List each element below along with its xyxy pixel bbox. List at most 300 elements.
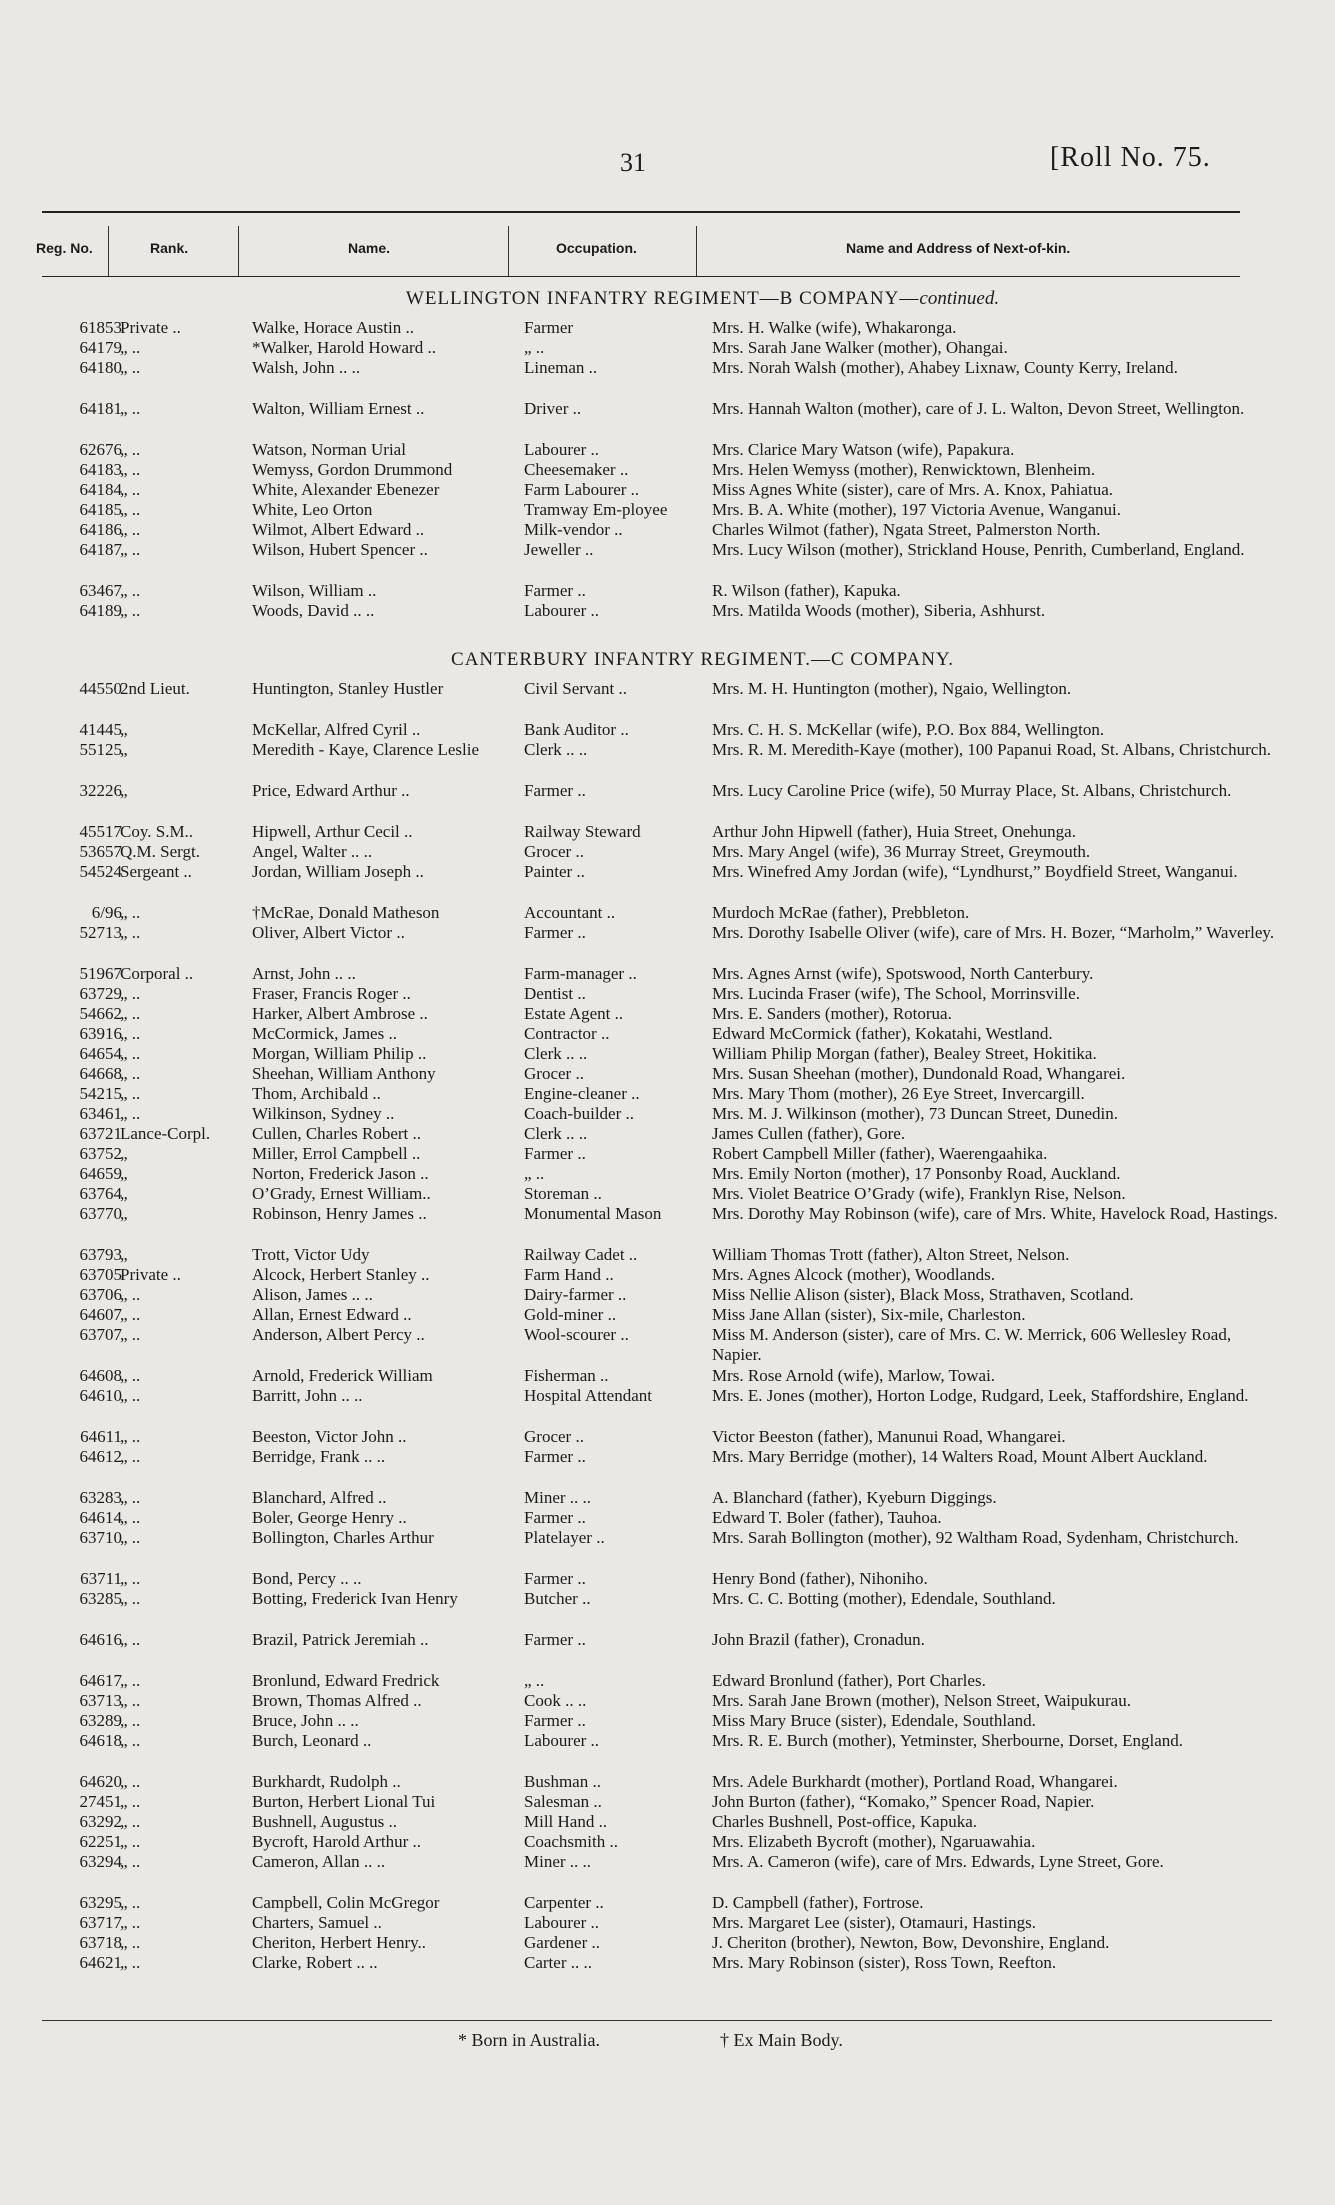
occupation: Farmer .. bbox=[524, 1144, 586, 1163]
reg-number: 64614 bbox=[79, 1508, 122, 1527]
next-of-kin: Mrs. Sarah Jane Walker (mother), Ohangai. bbox=[712, 338, 1008, 357]
table-row bbox=[0, 781, 1335, 822]
table-row bbox=[0, 500, 1335, 520]
occupation: Wool-scourer .. bbox=[524, 1325, 629, 1344]
next-of-kin: Robert Campbell Miller (father), Waerengaahika. bbox=[712, 1144, 1048, 1163]
soldier-name: Wilkinson, Sydney .. bbox=[252, 1104, 395, 1123]
next-of-kin: Mrs. Helen Wemyss (mother), Renwicktown, Blenheim. bbox=[712, 460, 1096, 479]
soldier-name: Jordan, William Joseph .. bbox=[252, 862, 424, 881]
soldier-name: Clarke, Robert .. .. bbox=[252, 1953, 378, 1972]
soldier-name: Price, Edward Arthur .. bbox=[252, 781, 410, 800]
next-of-kin: Mrs. Mary Thom (mother), 26 Eye Street, Invercargill. bbox=[712, 1084, 1085, 1103]
next-of-kin: Edward McCormick (father), Kokatahi, Westland. bbox=[712, 1024, 1053, 1043]
table-row bbox=[0, 540, 1335, 581]
rank: Sergeant .. bbox=[120, 862, 192, 881]
table-row bbox=[0, 1204, 1335, 1245]
occupation: Cook .. .. bbox=[524, 1691, 587, 1710]
next-of-kin: Edward T. Boler (father), Tauhoa. bbox=[712, 1508, 942, 1527]
reg-number: 64659 bbox=[79, 1164, 122, 1183]
table-row bbox=[0, 1386, 1335, 1427]
section-title bbox=[0, 649, 1335, 673]
next-of-kin: Mrs. B. A. White (mother), 197 Victoria Avenue, Wanganui. bbox=[712, 500, 1122, 519]
soldier-name: Angel, Walter .. .. bbox=[252, 842, 373, 861]
table-row bbox=[0, 1953, 1335, 1973]
next-of-kin: D. Campbell (father), Fortrose. bbox=[712, 1893, 924, 1912]
next-of-kin: Mrs. R. E. Burch (mother), Yetminster, Sherbourne, Dorset, England. bbox=[712, 1731, 1184, 1750]
occupation: Labourer .. bbox=[524, 1731, 600, 1750]
section-title-text: CANTERBURY INFANTRY REGIMENT.—C COMPANY. bbox=[451, 649, 954, 670]
occupation: Farmer bbox=[524, 318, 574, 337]
occupation: Labourer .. bbox=[524, 1913, 600, 1932]
next-of-kin: J. Cheriton (brother), Newton, Bow, Devonshire, England. bbox=[712, 1933, 1110, 1952]
page-number: 31 bbox=[620, 148, 646, 177]
next-of-kin: Miss M. Anderson (sister), care of Mrs. C. W. Merrick, 606 Wellesley Road, Napier. bbox=[712, 1325, 1232, 1364]
col-reg-header: Reg. No. bbox=[36, 240, 93, 256]
occupation: Labourer .. bbox=[524, 601, 600, 620]
next-of-kin: Mrs. C. C. Botting (mother), Edendale, Southland. bbox=[712, 1589, 1056, 1608]
rank: „ .. bbox=[120, 1024, 141, 1043]
next-of-kin: William Thomas Trott (father), Alton Street, Nelson. bbox=[712, 1245, 1070, 1264]
soldier-name: Cheriton, Herbert Henry.. bbox=[252, 1933, 427, 1952]
soldier-name: McCormick, James .. bbox=[252, 1024, 397, 1043]
reg-number: 64186 bbox=[79, 520, 122, 539]
rank: „ .. bbox=[120, 1064, 141, 1083]
occupation: Jeweller .. bbox=[524, 540, 594, 559]
next-of-kin: Mrs. Adele Burkhardt (mother), Portland Road, Whangarei. bbox=[712, 1772, 1118, 1791]
reg-number: 63283 bbox=[79, 1488, 122, 1507]
footnote-rule bbox=[42, 2020, 1272, 2021]
occupation: Bank Auditor .. bbox=[524, 720, 629, 739]
occupation: Farmer .. bbox=[524, 1508, 586, 1527]
occupation: Storeman .. bbox=[524, 1184, 602, 1203]
rank: „ .. bbox=[120, 1630, 141, 1649]
next-of-kin: Miss Agnes White (sister), care of Mrs. A. Knox, Pahiatua. bbox=[712, 480, 1114, 499]
reg-number: 63289 bbox=[79, 1711, 122, 1730]
table-row bbox=[0, 1832, 1335, 1852]
occupation: Monumental Mason bbox=[524, 1204, 662, 1223]
roll-number: [Roll No. 75. bbox=[1050, 142, 1211, 173]
col-divider bbox=[238, 226, 239, 276]
rank: „ bbox=[120, 1144, 128, 1163]
next-of-kin: Mrs. Dorothy May Robinson (wife), care of Mrs. White, Havelock Road, Hastings. bbox=[712, 1204, 1278, 1223]
table-row bbox=[0, 903, 1335, 923]
reg-number: 64187 bbox=[79, 540, 122, 559]
soldier-name: Barritt, John .. .. bbox=[252, 1386, 363, 1405]
rank: „ .. bbox=[120, 1084, 141, 1103]
occupation: Clerk .. .. bbox=[524, 740, 588, 759]
rank: „ .. bbox=[120, 1913, 141, 1932]
reg-number: 41445 bbox=[79, 720, 122, 739]
rank: „ .. bbox=[120, 1589, 141, 1608]
soldier-name: Arnold, Frederick William bbox=[252, 1366, 433, 1385]
reg-number: 55125 bbox=[79, 740, 122, 759]
next-of-kin: Mrs. R. M. Meredith-Kaye (mother), 100 Papanui Road, St. Albans, Christchurch. bbox=[712, 740, 1272, 759]
rank: „ .. bbox=[120, 903, 141, 922]
occupation: Accountant .. bbox=[524, 903, 616, 922]
reg-number: 63729 bbox=[79, 984, 122, 1003]
occupation: „ .. bbox=[524, 338, 545, 357]
next-of-kin: Mrs. Susan Sheehan (mother), Dundonald Road, Whangarei. bbox=[712, 1064, 1126, 1083]
table-row bbox=[0, 1366, 1335, 1386]
next-of-kin: Miss Jane Allan (sister), Six-mile, Charleston. bbox=[712, 1305, 1026, 1324]
header-bottom-rule bbox=[42, 276, 1240, 277]
soldier-name: Burkhardt, Rudolph .. bbox=[252, 1772, 401, 1791]
table-row bbox=[0, 1630, 1335, 1671]
next-of-kin: Mrs. Mary Berridge (mother), 14 Walters Road, Mount Albert Auckland. bbox=[712, 1447, 1208, 1466]
reg-number: 63706 bbox=[79, 1285, 122, 1304]
table-row bbox=[0, 822, 1335, 842]
soldier-name: Burch, Leonard .. bbox=[252, 1731, 372, 1750]
next-of-kin: Mrs. Winefred Amy Jordan (wife), “Lyndhurst,” Boydfield Street, Wanganui. bbox=[712, 862, 1238, 881]
occupation: Gardener .. bbox=[524, 1933, 600, 1952]
table-row bbox=[0, 1447, 1335, 1488]
rank: Private .. bbox=[120, 1265, 181, 1284]
table-row bbox=[0, 1144, 1335, 1164]
rank: „ .. bbox=[120, 1691, 141, 1710]
reg-number: 64618 bbox=[79, 1731, 122, 1750]
soldier-name: Wemyss, Gordon Drummond bbox=[252, 460, 453, 479]
occupation: Farmer .. bbox=[524, 781, 586, 800]
reg-number: 63294 bbox=[79, 1852, 122, 1871]
reg-number: 63461 bbox=[79, 1104, 122, 1123]
occupation: Farm-manager .. bbox=[524, 964, 637, 983]
col-divider bbox=[696, 226, 697, 276]
table-row bbox=[0, 1488, 1335, 1508]
rank: „ .. bbox=[120, 1792, 141, 1811]
reg-number: 44550 bbox=[79, 679, 122, 698]
soldier-name: Bond, Percy .. .. bbox=[252, 1569, 362, 1588]
table-row bbox=[0, 964, 1335, 984]
footnote-ex-main-body: † Ex Main Body. bbox=[720, 2030, 843, 2050]
reg-number: 63770 bbox=[79, 1204, 122, 1223]
soldier-name: Wilson, William .. bbox=[252, 581, 377, 600]
soldier-name: Walsh, John .. .. bbox=[252, 358, 361, 377]
reg-number: 63721 bbox=[79, 1124, 122, 1143]
rank: „ .. bbox=[120, 1044, 141, 1063]
reg-number: 63713 bbox=[79, 1691, 122, 1710]
next-of-kin: Mrs. A. Cameron (wife), care of Mrs. Edwards, Lyne Street, Gore. bbox=[712, 1852, 1164, 1871]
rank: „ bbox=[120, 740, 128, 759]
occupation: Farmer .. bbox=[524, 923, 586, 942]
soldier-name: Robinson, Henry James .. bbox=[252, 1204, 427, 1223]
next-of-kin: Mrs. Hannah Walton (mother), care of J. L. Walton, Devon Street, Wellington. bbox=[712, 399, 1245, 418]
rank: Corporal .. bbox=[120, 964, 194, 983]
reg-number: 54215 bbox=[79, 1084, 122, 1103]
next-of-kin: Mrs. Matilda Woods (mother), Siberia, Ashhurst. bbox=[712, 601, 1046, 620]
next-of-kin: Edward Bronlund (father), Port Charles. bbox=[712, 1671, 986, 1690]
soldier-name: Alcock, Herbert Stanley .. bbox=[252, 1265, 430, 1284]
occupation: Driver .. bbox=[524, 399, 582, 418]
next-of-kin: Charles Bushnell, Post-office, Kapuka. bbox=[712, 1812, 978, 1831]
occupation: Labourer .. bbox=[524, 440, 600, 459]
next-of-kin: Mrs. Emily Norton (mother), 17 Ponsonby Road, Auckland. bbox=[712, 1164, 1121, 1183]
occupation: Cheesemaker .. bbox=[524, 460, 629, 479]
section-title-text: WELLINGTON INFANTRY REGIMENT—B COMPANY— bbox=[405, 288, 920, 309]
col-divider bbox=[508, 226, 509, 276]
next-of-kin: Miss Nellie Alison (sister), Black Moss, Strathaven, Scotland. bbox=[712, 1285, 1134, 1304]
soldier-name: Blanchard, Alfred .. bbox=[252, 1488, 387, 1507]
table-row bbox=[0, 480, 1335, 500]
reg-number: 63705 bbox=[79, 1265, 122, 1284]
table-row bbox=[0, 1812, 1335, 1832]
reg-number: 54662 bbox=[79, 1004, 122, 1023]
reg-number: 6/96 bbox=[91, 903, 122, 922]
rank: „ .. bbox=[120, 923, 141, 942]
occupation: Farmer .. bbox=[524, 1711, 586, 1730]
soldier-name: Brazil, Patrick Jeremiah .. bbox=[252, 1630, 429, 1649]
soldier-name: Alison, James .. .. bbox=[252, 1285, 373, 1304]
table-row bbox=[0, 1325, 1335, 1366]
occupation: Railway Steward bbox=[524, 822, 641, 841]
reg-number: 62251 bbox=[79, 1832, 122, 1851]
reg-number: 63916 bbox=[79, 1024, 122, 1043]
table-row bbox=[0, 1711, 1335, 1731]
table-row bbox=[0, 740, 1335, 781]
next-of-kin: Mrs. Sarah Jane Brown (mother), Nelson Street, Waipukurau. bbox=[712, 1691, 1131, 1710]
reg-number: 64185 bbox=[79, 500, 122, 519]
occupation: Mill Hand .. bbox=[524, 1812, 608, 1831]
next-of-kin: Mrs. Mary Robinson (sister), Ross Town, Reefton. bbox=[712, 1953, 1057, 1972]
reg-number: 63711 bbox=[80, 1569, 122, 1588]
soldier-name: Brown, Thomas Alfred .. bbox=[252, 1691, 422, 1710]
table-row bbox=[0, 318, 1335, 338]
occupation: Hospital Attendant bbox=[524, 1386, 652, 1405]
soldier-name: Bollington, Charles Arthur bbox=[252, 1528, 434, 1547]
occupation: Platelayer .. bbox=[524, 1528, 605, 1547]
soldier-name: Hipwell, Arthur Cecil .. bbox=[252, 822, 413, 841]
rank: „ .. bbox=[120, 540, 141, 559]
occupation: Miner .. .. bbox=[524, 1488, 592, 1507]
table-row bbox=[0, 1772, 1335, 1792]
soldier-name: White, Alexander Ebenezer bbox=[252, 480, 440, 499]
footnote-born-australia: * Born in Australia. bbox=[458, 2030, 600, 2050]
occupation: Clerk .. .. bbox=[524, 1124, 588, 1143]
occupation: Fisherman .. bbox=[524, 1366, 609, 1385]
table-row bbox=[0, 520, 1335, 540]
occupation: Grocer .. bbox=[524, 1064, 584, 1083]
soldier-name: O’Grady, Ernest William.. bbox=[252, 1184, 431, 1203]
occupation: Civil Servant .. bbox=[524, 679, 627, 698]
next-of-kin: Henry Bond (father), Nihoniho. bbox=[712, 1569, 928, 1588]
rank: Lance-Corpl. bbox=[120, 1124, 211, 1143]
soldier-name: Burton, Herbert Lional Tui bbox=[252, 1792, 436, 1811]
occupation: Farm Hand .. bbox=[524, 1265, 614, 1284]
next-of-kin: Mrs. C. H. S. McKellar (wife), P.O. Box 884, Wellington. bbox=[712, 720, 1105, 739]
next-of-kin: Charles Wilmot (father), Ngata Street, Palmerston North. bbox=[712, 520, 1101, 539]
occupation: Butcher .. bbox=[524, 1589, 591, 1608]
rank: „ .. bbox=[120, 1366, 141, 1385]
table-row bbox=[0, 1104, 1335, 1124]
table-row bbox=[0, 601, 1335, 621]
soldier-name: Meredith - Kaye, Clarence Leslie bbox=[252, 740, 480, 759]
table-row bbox=[0, 862, 1335, 903]
soldier-name: Trott, Victor Udy bbox=[252, 1245, 370, 1264]
table-row bbox=[0, 1852, 1335, 1893]
soldier-name: Campbell, Colin McGregor bbox=[252, 1893, 440, 1912]
reg-number: 64608 bbox=[79, 1366, 122, 1385]
soldier-name: Thom, Archibald .. bbox=[252, 1084, 381, 1103]
next-of-kin: Mrs. E. Jones (mother), Horton Lodge, Rudgard, Leek, Staffordshire, England. bbox=[712, 1386, 1249, 1405]
table-row bbox=[0, 1508, 1335, 1528]
reg-number: 64668 bbox=[79, 1064, 122, 1083]
table-row bbox=[0, 1893, 1335, 1913]
reg-number: 64184 bbox=[79, 480, 122, 499]
col-occupation-header: Occupation. bbox=[556, 240, 637, 256]
rank: „ bbox=[120, 1245, 128, 1264]
rank: „ .. bbox=[120, 1305, 141, 1324]
table-row bbox=[0, 1305, 1335, 1325]
soldier-name: Allan, Ernest Edward .. bbox=[252, 1305, 412, 1324]
reg-number: 63710 bbox=[79, 1528, 122, 1547]
reg-number: 27451 bbox=[79, 1792, 122, 1811]
section-title-suffix: continued. bbox=[919, 288, 1000, 309]
soldier-name: White, Leo Orton bbox=[252, 500, 373, 519]
rank: Private .. bbox=[120, 318, 181, 337]
soldier-name: Huntington, Stanley Hustler bbox=[252, 679, 444, 698]
reg-number: 63718 bbox=[79, 1933, 122, 1952]
reg-number: 53657 bbox=[79, 842, 122, 861]
next-of-kin: Mrs. Violet Beatrice O’Grady (wife), Franklyn Rise, Nelson. bbox=[712, 1184, 1126, 1203]
reg-number: 64183 bbox=[79, 460, 122, 479]
rank: „ .. bbox=[120, 1488, 141, 1507]
reg-number: 62676 bbox=[79, 440, 122, 459]
reg-number: 63717 bbox=[79, 1913, 122, 1932]
next-of-kin: John Burton (father), “Komako,” Spencer Road, Napier. bbox=[712, 1792, 1095, 1811]
occupation: Painter .. bbox=[524, 862, 585, 881]
table-row bbox=[0, 1004, 1335, 1024]
soldier-name: Cullen, Charles Robert .. bbox=[252, 1124, 422, 1143]
table-row bbox=[0, 1184, 1335, 1204]
occupation: Farmer .. bbox=[524, 1447, 586, 1466]
rank: „ .. bbox=[120, 1852, 141, 1871]
occupation: Contractor .. bbox=[524, 1024, 610, 1043]
rank: „ .. bbox=[120, 1508, 141, 1527]
occupation: Clerk .. .. bbox=[524, 1044, 588, 1063]
table-row bbox=[0, 460, 1335, 480]
occupation: Carpenter .. bbox=[524, 1893, 604, 1912]
reg-number: 64654 bbox=[79, 1044, 122, 1063]
occupation: Farmer .. bbox=[524, 1569, 586, 1588]
occupation: Dairy-farmer .. bbox=[524, 1285, 627, 1304]
soldier-name: Bronlund, Edward Fredrick bbox=[252, 1671, 440, 1690]
reg-number: 64611 bbox=[80, 1427, 122, 1446]
soldier-name: Morgan, William Philip .. bbox=[252, 1044, 427, 1063]
table-row bbox=[0, 440, 1335, 460]
rank: „ .. bbox=[120, 1933, 141, 1952]
rank: „ bbox=[120, 1164, 128, 1183]
rank: „ .. bbox=[120, 500, 141, 519]
next-of-kin: Miss Mary Bruce (sister), Edendale, Southland. bbox=[712, 1711, 1036, 1730]
rank: „ .. bbox=[120, 1671, 141, 1690]
rank: „ .. bbox=[120, 399, 141, 418]
rank: „ bbox=[120, 720, 128, 739]
next-of-kin: Arthur John Hipwell (father), Huia Street, Onehunga. bbox=[712, 822, 1076, 841]
reg-number: 63467 bbox=[79, 581, 122, 600]
table-row bbox=[0, 1164, 1335, 1184]
reg-number: 63793 bbox=[79, 1245, 122, 1264]
reg-number: 64617 bbox=[79, 1671, 122, 1690]
soldier-name: Watson, Norman Urial bbox=[252, 440, 406, 459]
soldier-name: Wilson, Hubert Spencer .. bbox=[252, 540, 428, 559]
rank: „ .. bbox=[120, 1386, 141, 1405]
reg-number: 63295 bbox=[79, 1893, 122, 1912]
soldier-name: Walton, William Ernest .. bbox=[252, 399, 425, 418]
rank: „ .. bbox=[120, 1104, 141, 1123]
table-row bbox=[0, 358, 1335, 399]
table-row bbox=[0, 1044, 1335, 1064]
table-row bbox=[0, 1569, 1335, 1589]
table-row bbox=[0, 1084, 1335, 1104]
rank: „ .. bbox=[120, 1731, 141, 1750]
next-of-kin: Mrs. E. Sanders (mother), Rotorua. bbox=[712, 1004, 952, 1023]
rank: „ bbox=[120, 781, 128, 800]
soldier-name: Bycroft, Harold Arthur .. bbox=[252, 1832, 422, 1851]
next-of-kin: Mrs. H. Walke (wife), Whakaronga. bbox=[712, 318, 957, 337]
column-headers bbox=[0, 230, 1335, 274]
soldier-name: Harker, Albert Ambrose .. bbox=[252, 1004, 428, 1023]
next-of-kin: Mrs. Clarice Mary Watson (wife), Papakura. bbox=[712, 440, 1015, 459]
table-row bbox=[0, 1731, 1335, 1772]
reg-number: 63285 bbox=[79, 1589, 122, 1608]
occupation: Engine-cleaner .. bbox=[524, 1084, 640, 1103]
soldier-name: Charters, Samuel .. bbox=[252, 1913, 382, 1932]
next-of-kin: Mrs. Margaret Lee (sister), Otamauri, Hastings. bbox=[712, 1913, 1037, 1932]
reg-number: 64612 bbox=[79, 1447, 122, 1466]
soldier-name: Oliver, Albert Victor .. bbox=[252, 923, 405, 942]
table-row bbox=[0, 1285, 1335, 1305]
rank: „ .. bbox=[120, 440, 141, 459]
rank: „ bbox=[120, 1204, 128, 1223]
roll-sections bbox=[0, 288, 1335, 1973]
next-of-kin: Mrs. Norah Walsh (mother), Ahabey Lixnaw, County Kerry, Ireland. bbox=[712, 358, 1178, 377]
reg-number: 54524 bbox=[79, 862, 122, 881]
next-of-kin: Mrs. M. J. Wilkinson (mother), 73 Duncan Street, Dunedin. bbox=[712, 1104, 1119, 1123]
next-of-kin: Mrs. Lucy Wilson (mother), Strickland House, Penrith, Cumberland, England. bbox=[712, 540, 1245, 559]
table-row bbox=[0, 679, 1335, 720]
soldier-name: Botting, Frederick Ivan Henry bbox=[252, 1589, 458, 1608]
soldier-name: Fraser, Francis Roger .. bbox=[252, 984, 411, 1003]
occupation: Railway Cadet .. bbox=[524, 1245, 638, 1264]
page-header bbox=[0, 142, 1335, 192]
occupation: Lineman .. bbox=[524, 358, 598, 377]
rank: „ .. bbox=[120, 1772, 141, 1791]
rank: „ .. bbox=[120, 1832, 141, 1851]
next-of-kin: William Philip Morgan (father), Bealey Street, Hokitika. bbox=[712, 1044, 1097, 1063]
soldier-name: Cameron, Allan .. .. bbox=[252, 1852, 386, 1871]
next-of-kin: Mrs. M. H. Huntington (mother), Ngaio, Wellington. bbox=[712, 679, 1072, 698]
rank: „ .. bbox=[120, 480, 141, 499]
rank: 2nd Lieut. bbox=[120, 679, 190, 698]
occupation: Miner .. .. bbox=[524, 1852, 592, 1871]
next-of-kin: Mrs. Elizabeth Bycroft (mother), Ngaruawahia. bbox=[712, 1832, 1036, 1851]
next-of-kin: A. Blanchard (father), Kyeburn Diggings. bbox=[712, 1488, 997, 1507]
next-of-kin: John Brazil (father), Cronadun. bbox=[712, 1630, 925, 1649]
occupation: Bushman .. bbox=[524, 1772, 601, 1791]
table-row bbox=[0, 1024, 1335, 1044]
reg-number: 64616 bbox=[79, 1630, 122, 1649]
next-of-kin: Murdoch McRae (father), Prebbleton. bbox=[712, 903, 970, 922]
table-row bbox=[0, 984, 1335, 1004]
soldier-name: Bushnell, Augustus .. bbox=[252, 1812, 397, 1831]
table-row bbox=[0, 338, 1335, 358]
next-of-kin: James Cullen (father), Gore. bbox=[712, 1124, 906, 1143]
occupation: Tramway Em-ployee bbox=[524, 500, 668, 519]
reg-number: 64607 bbox=[79, 1305, 122, 1324]
rank: Q.M. Sergt. bbox=[120, 842, 200, 861]
col-divider bbox=[108, 226, 109, 276]
soldier-name: Bruce, John .. .. bbox=[252, 1711, 359, 1730]
reg-number: 63764 bbox=[79, 1184, 122, 1203]
